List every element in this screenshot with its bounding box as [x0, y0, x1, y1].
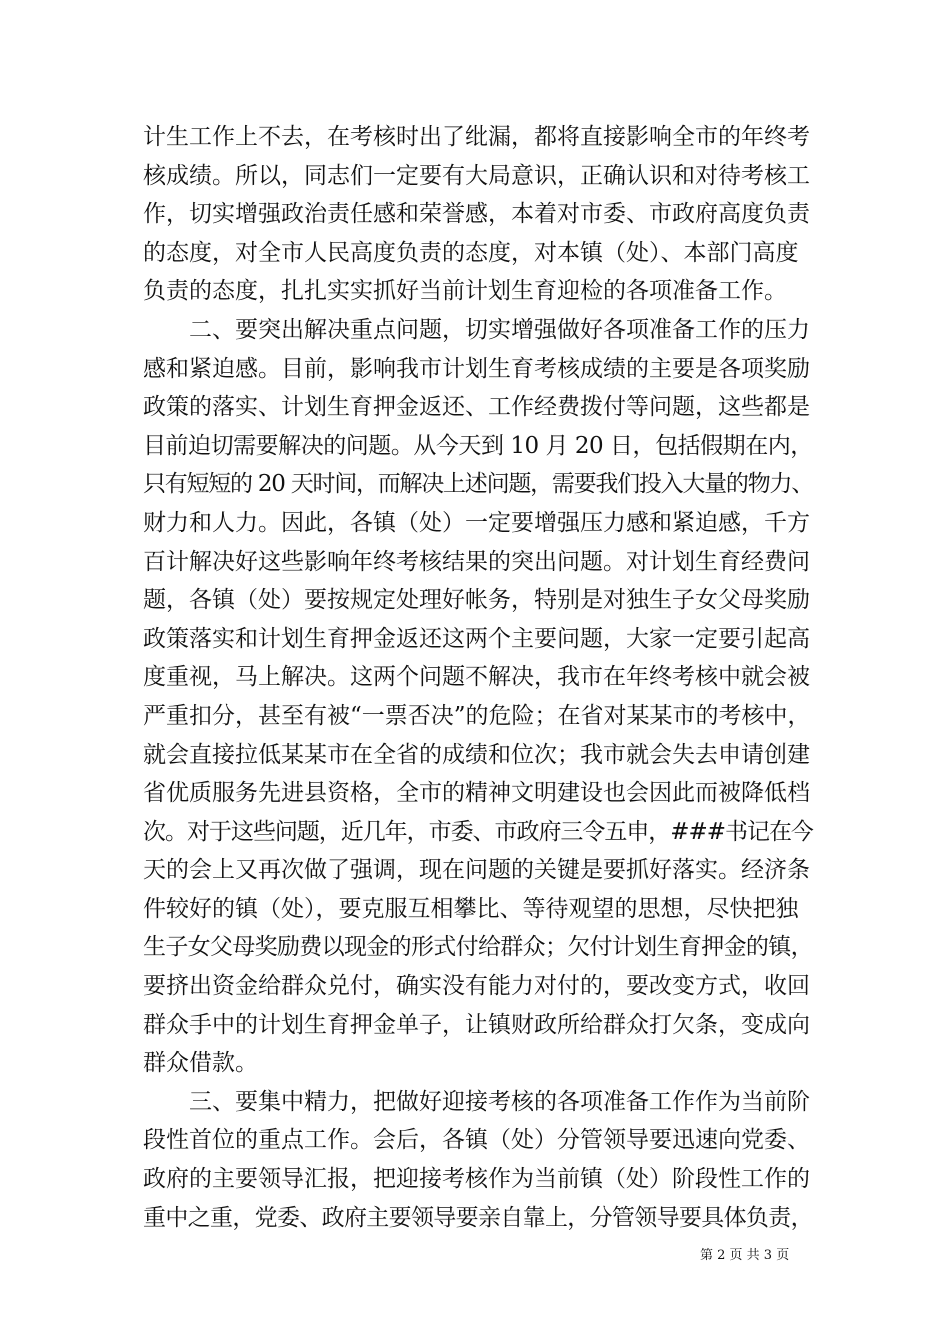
text-line: 件较好的镇（处），要克服互相攀比、等待观望的思想，尽快把独: [143, 895, 799, 922]
text-line: 要挤出资金给群众兑付，确实没有能力对付的，要改变方式，收回: [143, 973, 810, 1000]
text-line: 感和紧迫感。目前，影响我市计划生育考核成绩的主要是各项奖励: [143, 355, 810, 382]
text-line: 政府的主要领导汇报，把迎接考核作为当前镇（处）阶段性工作的: [143, 1166, 810, 1193]
document-body: [143, 118, 813, 1237]
text-line: 次。对于这些问题，近几年，市委、市政府三令五申，###书记在今: [143, 818, 813, 845]
text-line: 就会直接拉低某某市在全省的成绩和位次；我市就会失去申请创建: [143, 741, 810, 768]
text-line: 的态度，对全市人民高度负责的态度，对本镇（处）、本部门高度: [143, 239, 799, 266]
text-line: 段性首位的重点工作。会后，各镇（处）分管领导要迅速向党委、: [143, 1127, 810, 1154]
text-line: 政策落实和计划生育押金返还这两个主要问题，大家一定要引起高: [143, 625, 810, 652]
text-line: 题，各镇（处）要按规定处理好帐务，特别是对独生子女父母奖励: [143, 587, 810, 614]
text-line: 群众借款。: [143, 1050, 258, 1077]
page-number-footer: 第 2 页 共 3 页: [700, 1248, 790, 1263]
text-line: 只有短短的 20 天时间，而解决上述问题，需要我们投入大量的物力、: [143, 471, 813, 498]
text-line: 省优质服务先进县资格，全市的精神文明建设也会因此而被降低档: [143, 780, 810, 807]
text-line: 百计解决好这些影响年终考核结果的突出问题。对计划生育经费问: [143, 548, 810, 575]
text-line: 财力和人力。因此，各镇（处）一定要增强压力感和紧迫感，千方: [143, 509, 810, 536]
text-line: 目前迫切需要解决的问题。从今天到 10 月 20 日，包括假期在内，: [143, 432, 813, 459]
text-line: 负责的态度，扎扎实实抓好当前计划生育迎检的各项准备工作。: [143, 278, 787, 305]
text-line: 计生工作上不去，在考核时出了纰漏，都将直接影响全市的年终考: [143, 124, 810, 150]
text-line: 生子女父母奖励费以现金的形式付给群众；欠付计划生育押金的镇，: [143, 934, 813, 961]
text-line: 天的会上又再次做了强调，现在问题的关键是要抓好落实。经济条: [143, 857, 810, 884]
text-line: 作，切实增强政治责任感和荣誉感，本着对市委、市政府高度负责: [143, 201, 810, 228]
text-line: 重中之重，党委、政府主要领导要亲自靠上，分管领导要具体负责，: [143, 1204, 813, 1231]
text-line: 政策的落实、计划生育押金返还、工作经费拨付等问题，这些都是: [143, 394, 810, 421]
paragraph-first-line: 三、要集中精力，把做好迎接考核的各项准备工作作为当前阶: [189, 1088, 810, 1115]
text-line: 群众手中的计划生育押金单子，让镇财政所给群众打欠条，变成向: [143, 1011, 810, 1038]
text-line: 度重视，马上解决。这两个问题不解决，我市在年终考核中就会被: [143, 664, 810, 691]
paragraph-first-line: 二、要突出解决重点问题，切实增强做好各项准备工作的压力: [189, 316, 810, 343]
text-line: 严重扣分，甚至有被“一票否决”的危险；在省对某某市的考核中，: [143, 702, 811, 729]
text-line: 核成绩。所以，同志们一定要有大局意识，正确认识和对待考核工: [143, 162, 810, 189]
